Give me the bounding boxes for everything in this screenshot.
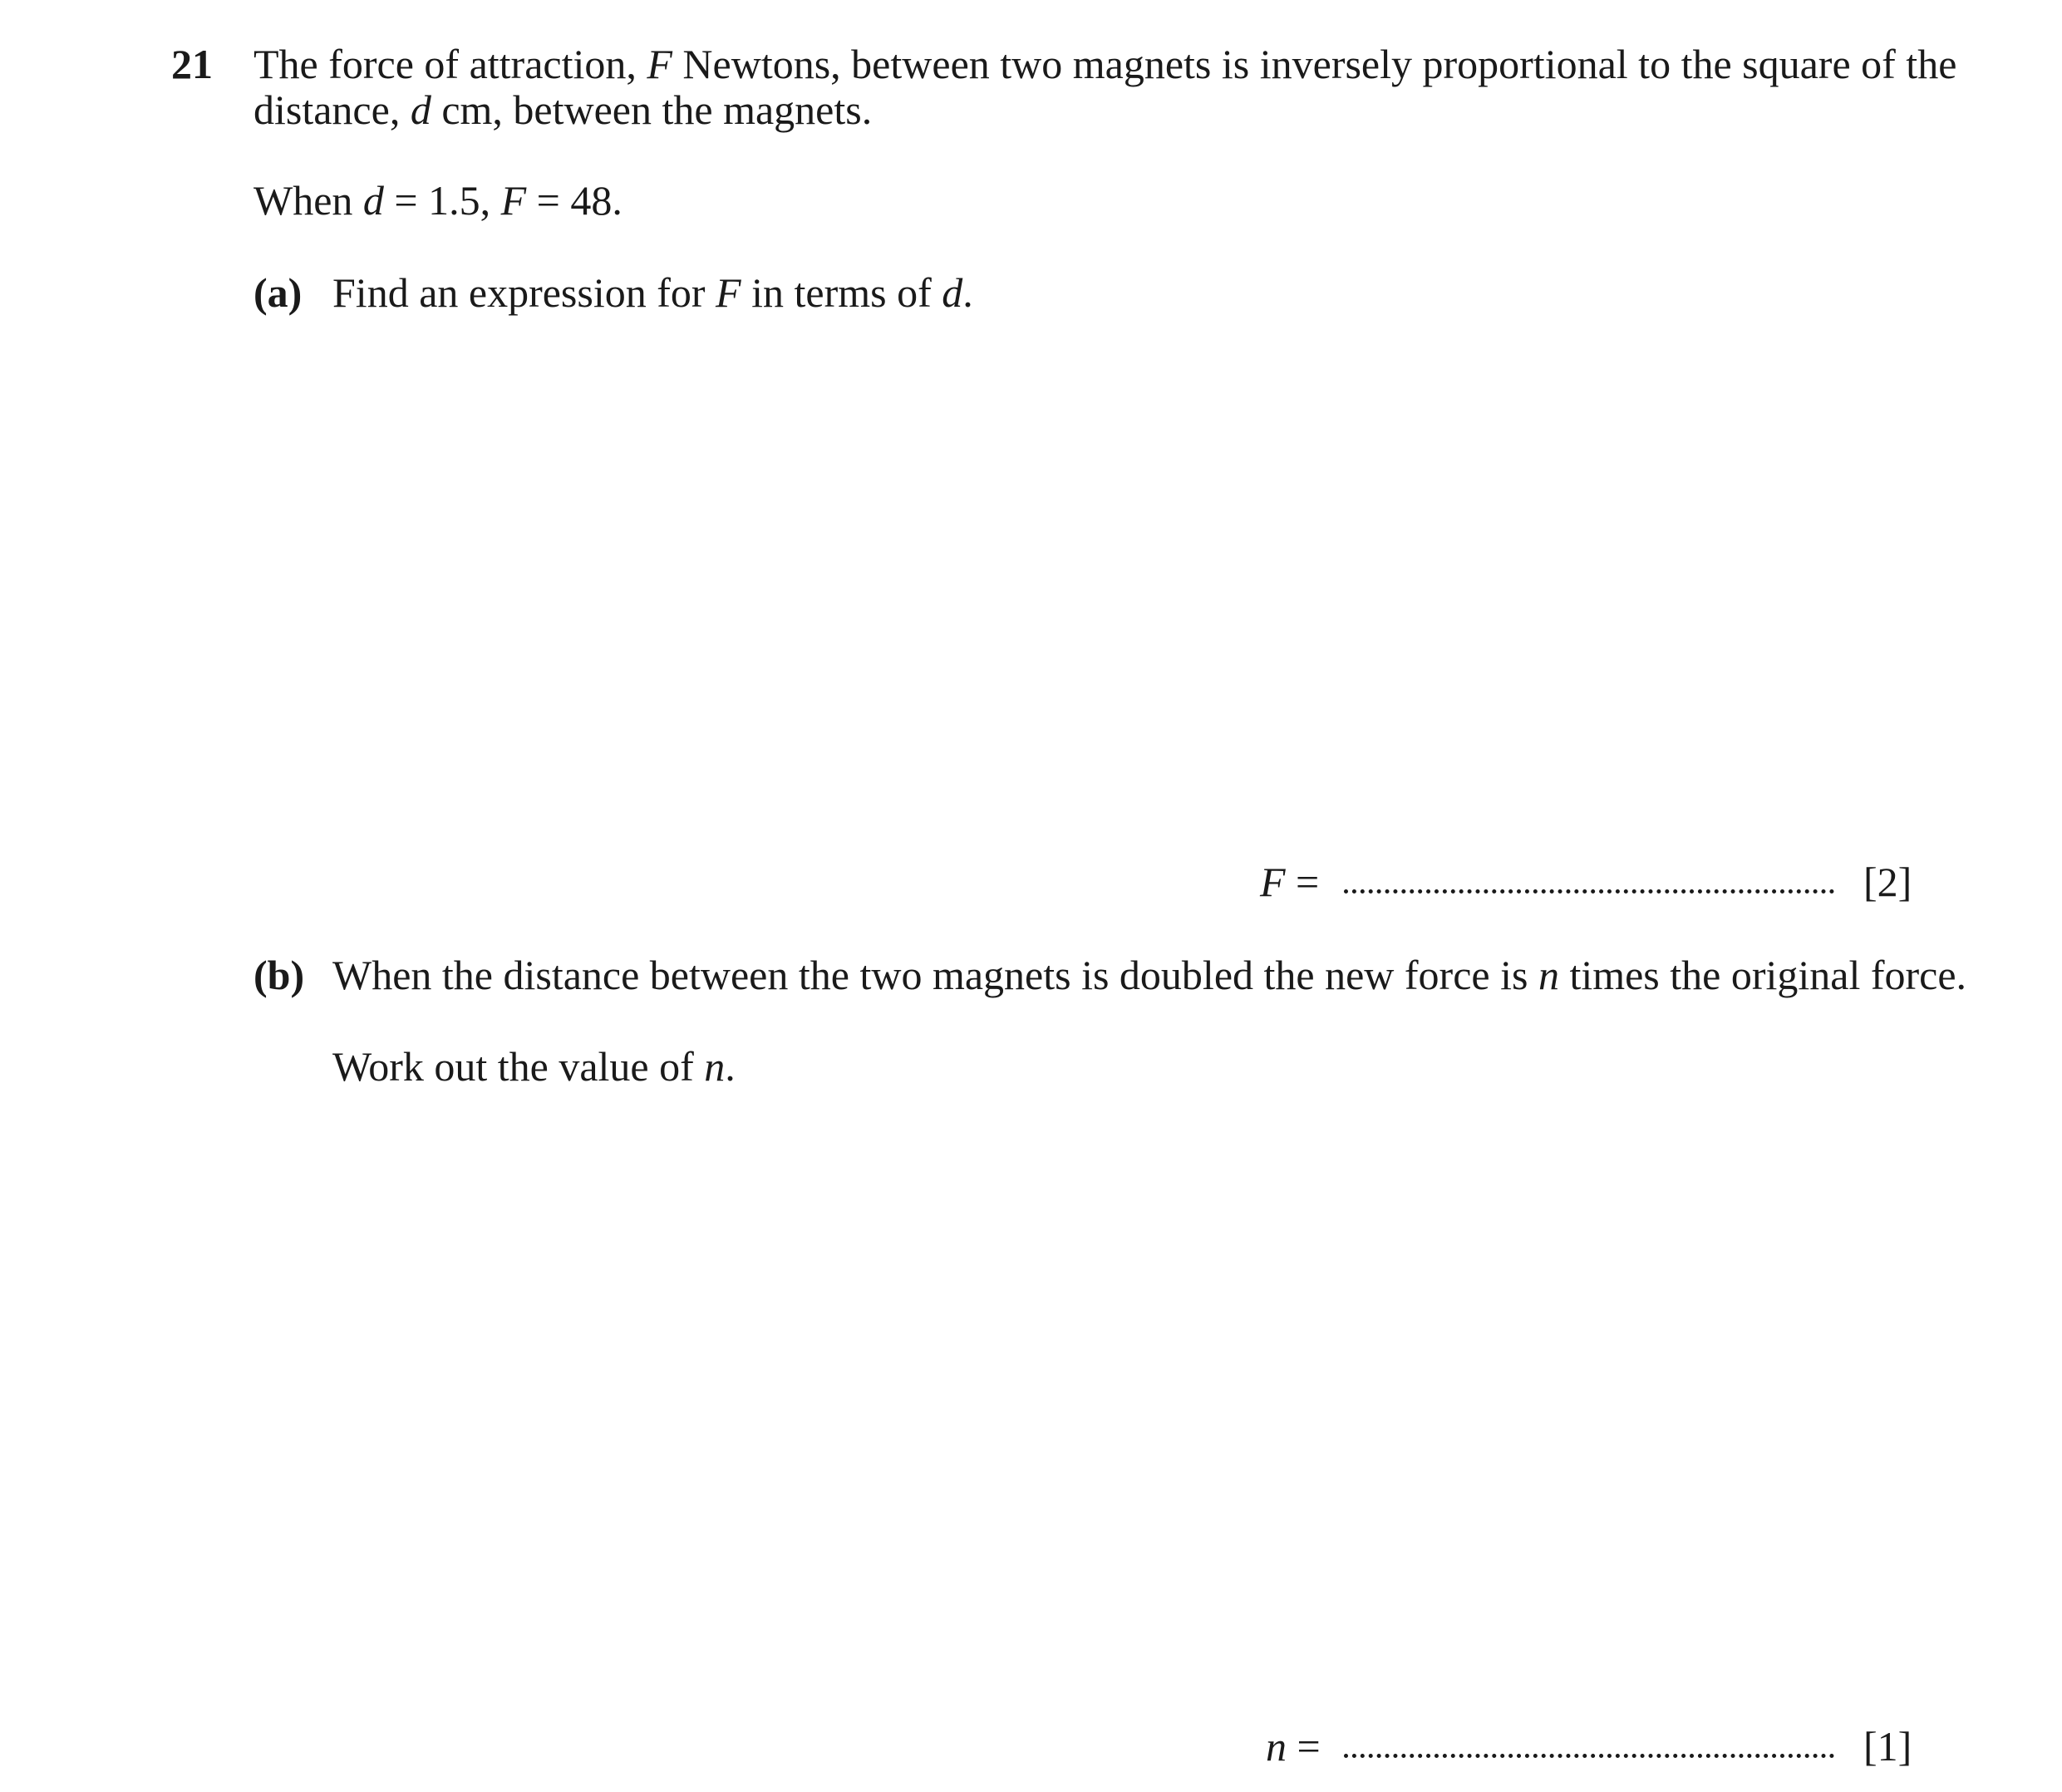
part-a-answer-variable: F =	[1260, 859, 1320, 905]
part-a-marks: [2]	[1863, 859, 1912, 905]
part-b-label: (b)	[253, 952, 305, 998]
part-a-text: Find an expression for F in terms of d.	[332, 269, 973, 316]
part-b-text-2: Work out the value of n.	[332, 1043, 736, 1090]
part-b-text: When the distance between the two magnets is doubled the new force is n times the original force.	[332, 952, 1967, 998]
part-a-answer-line[interactable]	[1344, 883, 1834, 894]
part-b-answer-line[interactable]	[1344, 1747, 1834, 1758]
question-number: 21	[171, 41, 213, 87]
part-b-answer-variable: n =	[1266, 1723, 1321, 1770]
part-b-marks: [1]	[1863, 1723, 1912, 1770]
given-values: When d = 1.5, F = 48.	[253, 177, 623, 224]
part-a-label: (a)	[253, 269, 303, 316]
question-stem-line-1: The force of attraction, F Newtons, between two magnets is inversely proportional to the square of the	[253, 41, 1957, 87]
question-stem-line-2: distance, d cm, between the magnets.	[253, 86, 873, 133]
